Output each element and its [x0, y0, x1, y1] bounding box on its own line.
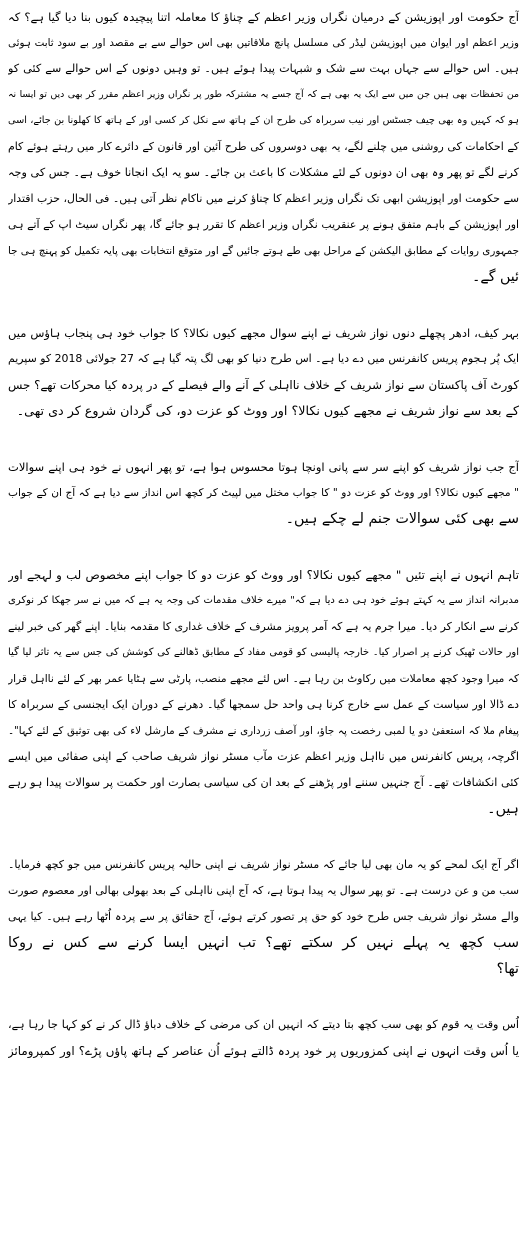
text-line: کورٹ آف پاکستان سے نواز شریف کے خلاف نااہلی کے آنے والے فیصلے کے در پردہ کیا محرکات تھے؟ جس — [8, 378, 519, 392]
text-line: جمہوری روایات کے مطابق الیکشن کے مراحل بھی طے ہوتے جائیں گے اور متوقع انتخابات بھی پایہ تکمیل کو پہنچ ہی جا — [8, 245, 519, 257]
text-line: تاہم انہوں نے اپنے تئیں " مجھے کیوں نکالا؟ اور ووٹ کو عزت دو کا جواب اپنے مخصوص لب و لہجے اور — [8, 568, 519, 582]
text-line: ہو کہ کہیں وہ بھی چیف جسٹس اور نیب سربراہ کی طرح ان کے ہاتھ سے نکل کر کسی اور کے ہاتھ کا کھلونا بن جائے، اسی — [8, 115, 519, 126]
text-line: اور حالات ٹھیک کرنے پر اصرار کیا۔ خارجہ پالیسی کو قومی مفاد کے مطابق ڈھالنے کی کوشش کی جس سے یہ تاثر لیا گیا — [8, 647, 519, 658]
text-line: آج جب نواز شریف کو اپنے سر سے پانی اونچا ہوتا محسوس ہوا ہے، تو پھر انہوں نے خود ہی اپنے سوالات — [8, 460, 519, 474]
text-line: ئیں گے۔ — [472, 269, 519, 285]
text-line: وزیر اعظم اور ایوان میں اپوزیشن لیڈر کی مسلسل پانچ ملاقاتیں بھی اس حوالے سے بے مقصد اور بے سود ثابت ہوئی — [8, 37, 519, 49]
text-line: کرنے سے انکار کر دیا۔ میرا جرم یہ ہے کہ آمر پرویز مشرف کے خلاف غداری کا مقدمہ بنایا۔ اپنے گھر کی خبر لینے — [8, 620, 519, 633]
paragraph-5 — [8, 852, 519, 982]
text-line: اگرچہ، پریس کانفرنس میں نااہل وزیر اعظم عزت مآب مسٹر نواز شریف صاحب کے اپنی صفائی میں ایسے — [8, 750, 519, 763]
text-line: والے مسٹر نواز شریف جس طرح خود کو حق پر تصور کرتے ہوئے، آج حقائق پر سے پردہ اُٹھا رہے ہیں۔ کیا یہی — [8, 910, 519, 923]
text-line: آج حکومت اور اپوزیشن کے درمیان نگراں وزیر اعظم کے چناؤ کا معاملہ اتنا پیچیدہ کیوں بنا دیا گیا ہے؟ کہ — [8, 10, 519, 24]
text-line: اُس وقت یہ قوم کو بھی سب کچھ بتا دیتے کہ انہیں ان کی مرضی کے خلاف دباؤ ڈال کر نے کو کہا جا رہا ہے، — [8, 1018, 519, 1031]
text-line: اور اپوزیشن کے باہم متفق ہونے پر عنقریب نگراں وزیر اعظم کا تقرر ہو جائے گا، پھر نگراں سیٹ اپ کے آتے ہی — [8, 218, 519, 231]
text-line: ہیں۔ اس حوالے سے جہاں بہت سے شک و شبہات پیدا ہوئے ہیں۔ تو وہیں دونوں کے اس حوالے سے کئی کو — [8, 62, 519, 75]
text-line: کے احکامات کی روشنی میں چلنے لگے، یہ بھی دوسروں کی طرح آئین اور قانون کے دائرے کار میں رہتے ہوئے کام — [8, 140, 519, 153]
text-line: سے بھی کئی سوالات جنم لے چکے ہیں۔ — [285, 511, 519, 527]
text-line: سب من و عن درست ہے۔ تو پھر سوال یہ پیدا ہوتا ہے، کہ آج اپنی نااہلی کے بعد بھولی بھالی اور معصوم صورت — [8, 884, 519, 897]
text-line: من تحفظات بھی ہیں جن میں سے ایک یہ بھی ہے کہ آج جسے یہ مشترکہ طور پر نگراں وزیر اعظم مقرر کر بھی دیں تو ایسا نہ — [8, 89, 519, 100]
text-line: کرنے لگے تو پھر وہ بھی ان دونوں کے لئے مشکلات کا باعث بن جائے۔ سو یہ ایک انجانا خوف ہے۔ جس کی وجہ — [8, 166, 519, 179]
text-line: بہر کیف، ادھر پچھلے دنوں نواز شریف نے اپنے سوال مجھے کیوں نکالا؟ کا جواب خود ہی پنجاب ہاؤس میں — [8, 326, 519, 340]
text-line: " مجھے کیوں نکالا؟ اور ووٹ کو عزت دو " کا جواب مختل میں لپیٹ کر کچھ اس انداز سے دیا ہے کہ آج ان کے جواب — [8, 487, 519, 499]
paragraph-4 — [8, 562, 519, 822]
text-line: سے حکومت اور اپوزیشن ابھی تک نگراں وزیر اعظم کا چناؤ کرنے میں ناکام نظر آتی ہیں۔ فی الحال، حزب اقتدار — [8, 192, 519, 205]
text-line: مدبرانہ انداز سے یہ کہتے ہوئے خود ہی دے دیا ہے کہ" میرے خلاف مقدمات کی وجہ یہ ہے کہ میں نے سر جھکا کر نوکری — [8, 595, 519, 606]
paragraph-1 — [8, 4, 519, 290]
text-line: یا اُس وقت انہوں نے اپنی کمزوریوں پر خود پردہ ڈالتے ہوئے اُن عناصر کے ہاتھ پاؤں پڑے؟ اور کمپرومائز — [8, 1044, 519, 1058]
text-line: اگر آج ایک لمحے کو یہ مان بھی لیا جائے کہ مسٹر نواز شریف نے اپنی حالیہ پریس کانفرنس میں جو کچھ فرمایا۔ — [8, 858, 519, 871]
paragraph-3 — [8, 454, 519, 532]
text-line: دے ڈالا اور سیاست کے عمل سے خارج کرنا ہی واحد حل سمجھا گیا۔ دھرنے کے دوران ایک ایجنسی کے سربراہ کا — [8, 698, 519, 711]
text-line: پیغام ملا کہ استعفیٰ دو یا لمبی رخصت پہ جاؤ، اور آصف زرداری نے مشرف کے مارشل لاء کی بھی توثیق کے لئے کہا"۔ — [8, 725, 519, 737]
text-line: کہ میرا وجود کچھ معاملات میں رکاوٹ بن رہا ہے۔ اس لئے مجھے منصب، پارٹی سے ہٹایا عمر بھر کے لئے نااہل قرار — [8, 673, 519, 685]
text-line: کے بعد سے نواز شریف نے مجھے کیوں نکالا؟ اور ووٹ کو عزت دو، کی گردان شروع کر دی تھی۔ — [16, 403, 519, 418]
paragraph-2 — [8, 320, 519, 424]
text-line: سب کچھ یہ پہلے نہیں کر سکتے تھے؟ تب انہیں ایسا کرنے سے کس نے روکا — [8, 935, 519, 951]
text-line: ایک پُر ہجوم پریس کانفرنس میں دے دیا ہے۔ اس طرح دنیا کو بھی لگ پتہ گیا ہے کہ 27 جولائی 2018 کو سپریم — [8, 352, 519, 365]
text-line: تھا؟ — [496, 961, 519, 977]
text-line: کئی انکشافات تھے۔ آج جنہیں سننے اور پڑھنے کے بعد ان کی سیاسی بصارت اور حکمت پر سوالات پیدا ہو رہے — [8, 776, 519, 789]
paragraph-6 — [8, 1012, 519, 1064]
text-line: ہیں۔ — [487, 801, 519, 817]
